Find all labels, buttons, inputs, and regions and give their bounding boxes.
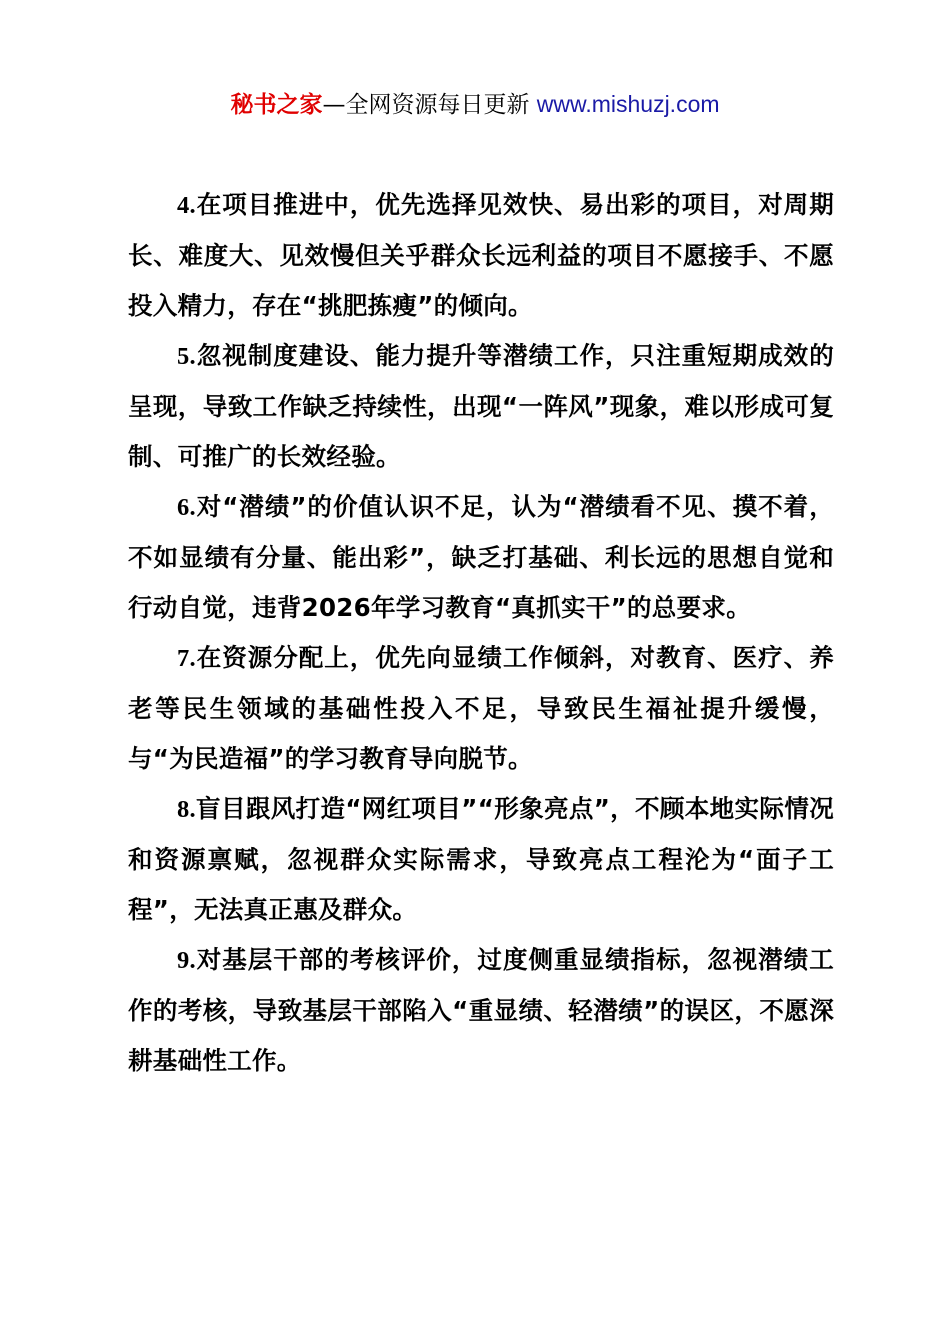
paragraph-number: 8. [177, 796, 196, 823]
paragraph-7 [128, 633, 834, 784]
site-url-link[interactable]: www.mishuzj.com [536, 91, 720, 117]
page-header [0, 86, 950, 123]
document-body [128, 180, 834, 1086]
paragraph-6 [128, 482, 834, 633]
paragraph-4 [128, 180, 834, 331]
paragraph-number: 5. [177, 343, 196, 370]
paragraph-text: 盲目跟风打造“网红项目”“形象亮点”，不顾本地实际情况和资源禀赋，忽视群众实际需求，导致亮点工程沦为“面子工程”，无法真正惠及群众。 [128, 794, 834, 924]
paragraph-8 [128, 784, 834, 935]
paragraph-text: 忽视制度建设、能力提升等潜绩工作，只注重短期成效的呈现，导致工作缺乏持续性，出现“一阵风”现象，难以形成可复制、可推广的长效经验。 [128, 341, 834, 471]
paragraph-9 [128, 935, 834, 1086]
paragraph-5 [128, 331, 834, 482]
paragraph-text: 在资源分配上，优先向显绩工作倾斜，对教育、医疗、养老等民生领域的基础性投入不足，导致民生福祉提升缓慢，与“为民造福”的学习教育导向脱节。 [128, 643, 834, 773]
paragraph-number: 9. [177, 947, 196, 974]
paragraph-text: 对基层干部的考核评价，过度侧重显绩指标，忽视潜绩工作的考核，导致基层干部陷入“重显绩、轻潜绩”的误区，不愿深耕基础性工作。 [128, 945, 834, 1075]
paragraph-text: 在项目推进中，优先选择见效快、易出彩的项目，对周期长、难度大、见效慢但关乎群众长远利益的项目不愿接手、不愿投入精力，存在“挑肥拣瘦”的倾向。 [128, 190, 834, 320]
paragraph-text: 对“潜绩”的价值认识不足，认为“潜绩看不见、摸不着，不如显绩有分量、能出彩”，缺乏打基础、利长远的思想自觉和行动自觉，违背2026年学习教育“真抓实干”的总要求。 [128, 492, 834, 622]
paragraph-number: 7. [177, 645, 196, 672]
paragraph-number: 4. [177, 192, 196, 219]
paragraph-number: 6. [177, 494, 196, 521]
brand-name: 秘书之家 [230, 92, 323, 118]
header-tagline: —全网资源每日更新 [322, 92, 530, 118]
